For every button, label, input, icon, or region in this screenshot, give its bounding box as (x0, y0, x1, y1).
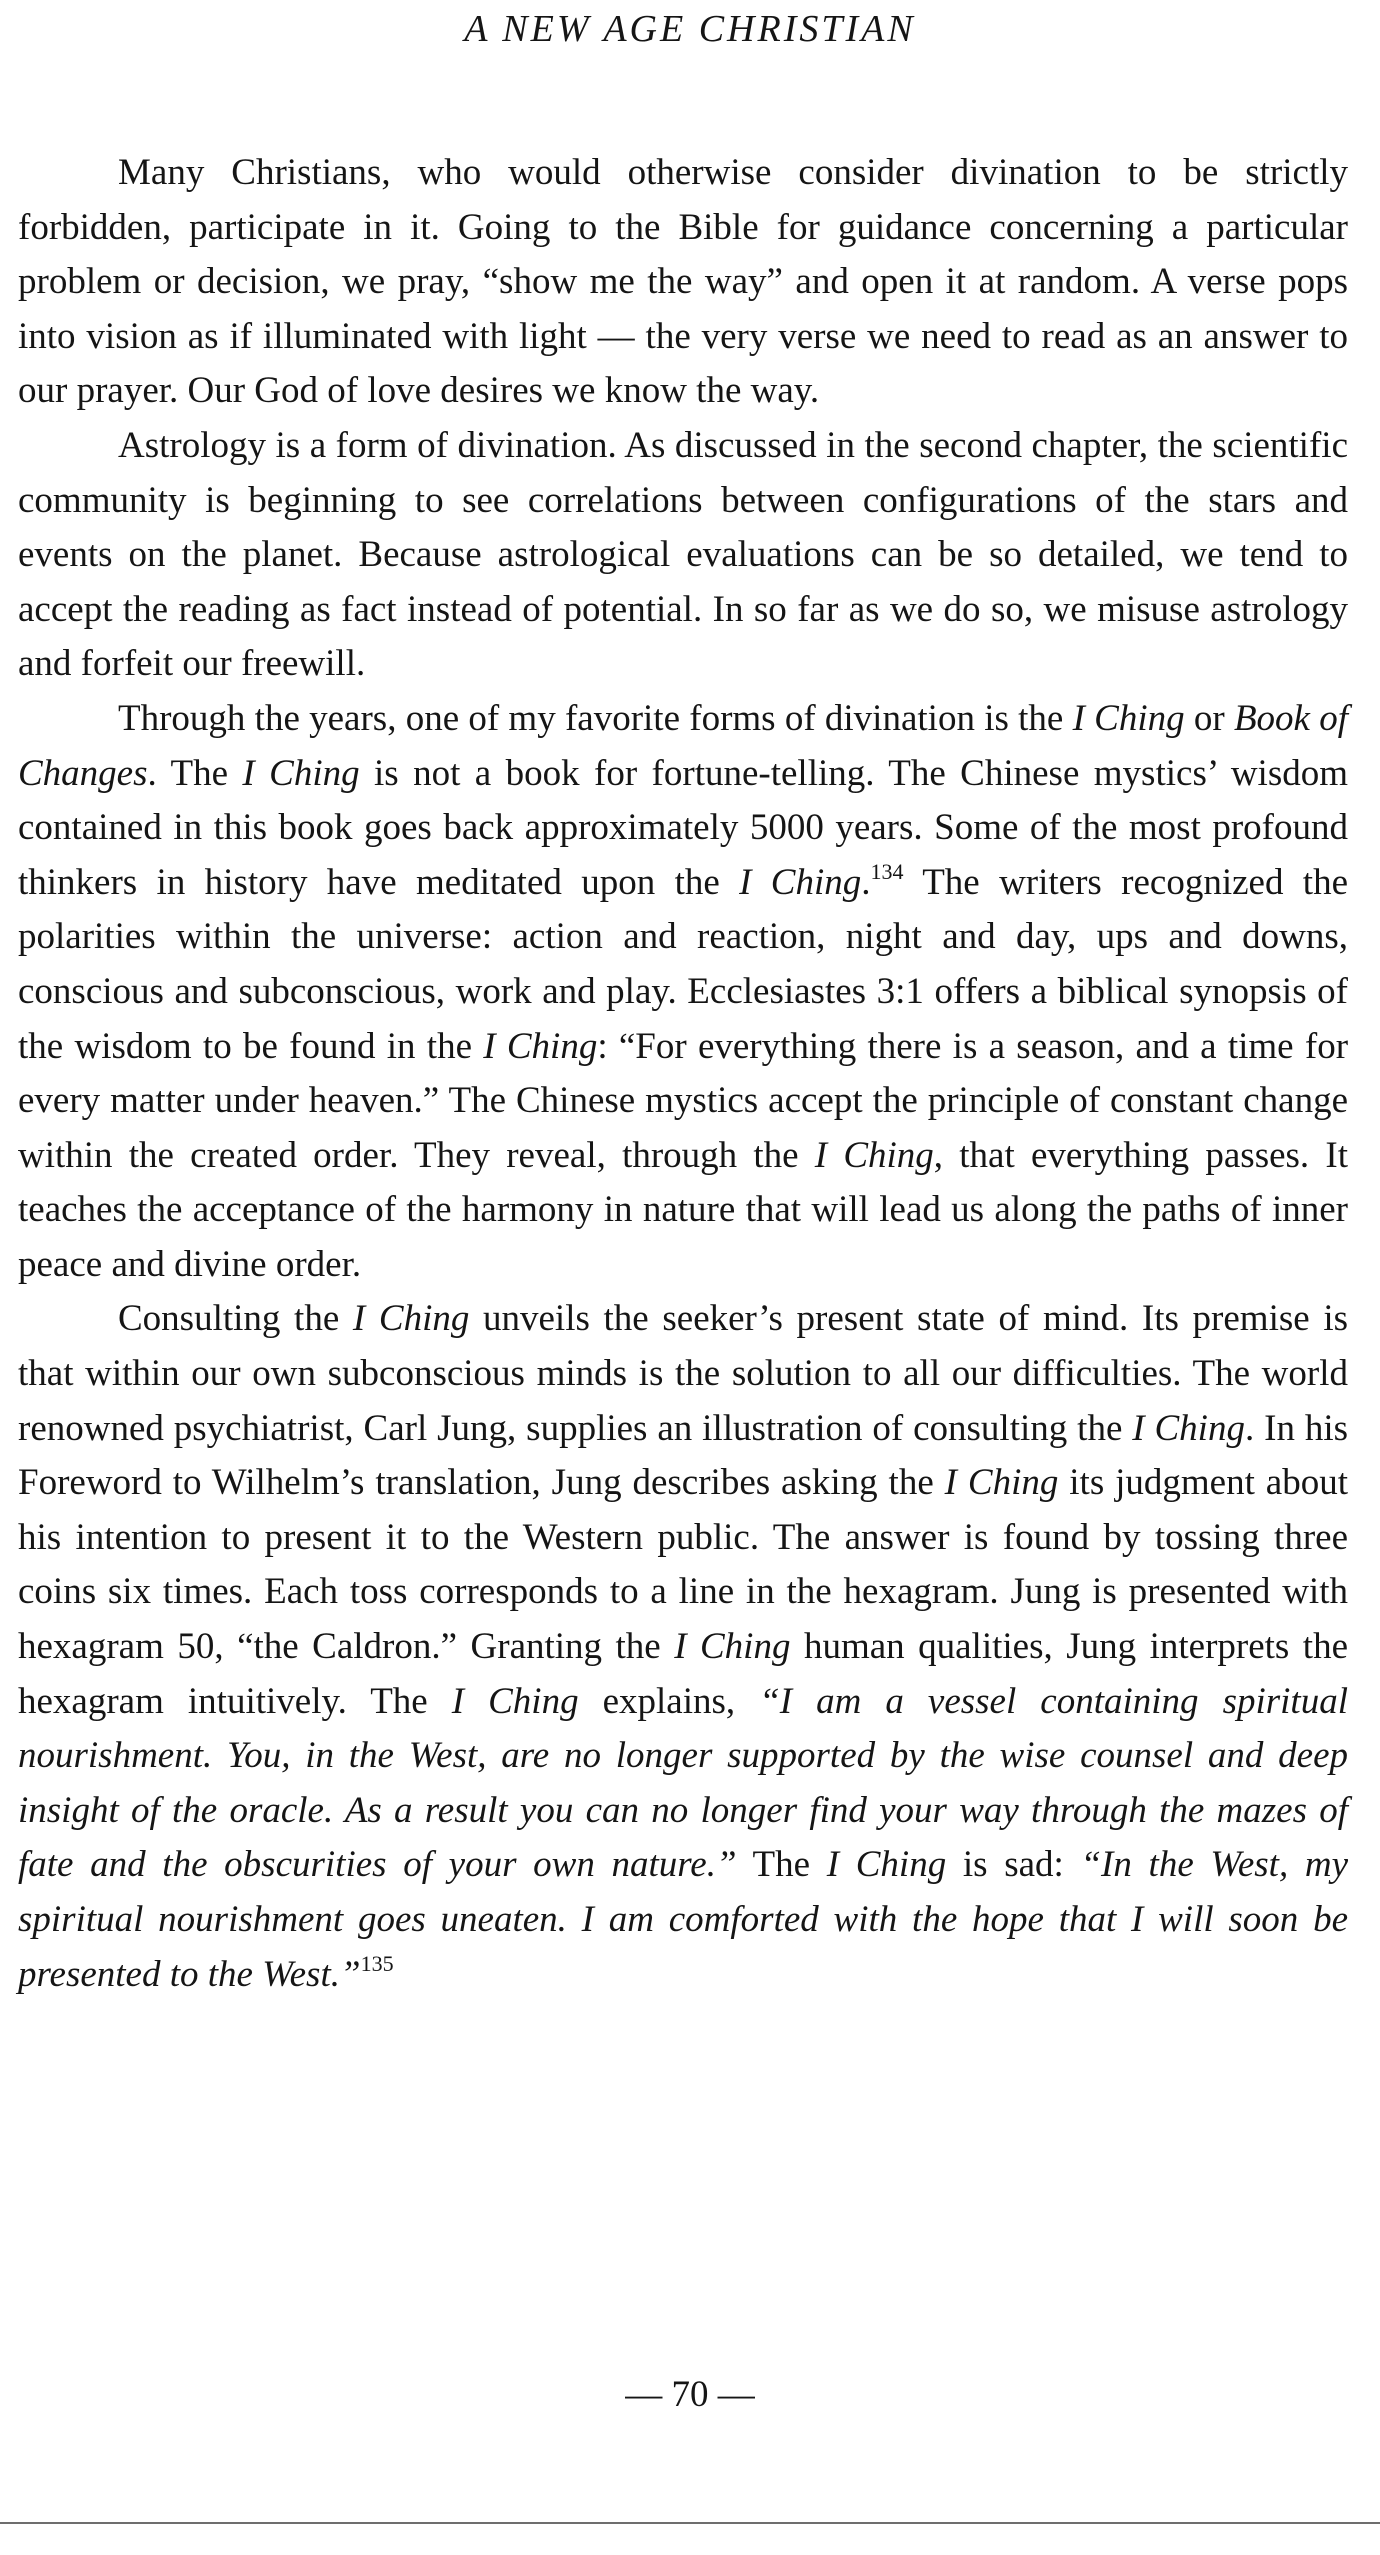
quotation: “In the West, my spiritual nourishment goes uneaten. I am comforted with the hope that I will soon be presented to the West.” (18, 1844, 1348, 1995)
text-run: Consulting the (118, 1298, 353, 1340)
book-title: I Ching (944, 1462, 1059, 1504)
body-text (18, 146, 1348, 2002)
book-title: Book of Changes (18, 697, 1348, 794)
paragraph (18, 1292, 1348, 2002)
book-title: I Ching (739, 861, 862, 903)
text-run: , that everything passes. It teaches the acceptance of the harmony in nature that will lead us along the paths of inner peace and divine order. (18, 1134, 1348, 1285)
book-title: I Ching (242, 752, 360, 794)
text-run: is sad: (946, 1844, 1081, 1886)
book-title: I Ching (1132, 1407, 1245, 1449)
text-run: explains, (578, 1680, 760, 1722)
text-run: or (1184, 697, 1234, 739)
text-run: The (736, 1844, 827, 1886)
book-title: I Ching (451, 1680, 579, 1722)
book-title: I Ching (352, 1298, 470, 1340)
text-run: . In his Foreword to Wilhelm’s translation, Jung describes asking the (18, 1407, 1349, 1504)
text-run: The writers recognized the polarities within the universe: action and reaction, night and day, ups and downs, conscious and subconscious, work and play. Ecclesiastes 3:1 offers a biblical synopsis of the wisdom to be found in the (18, 861, 1349, 1067)
text-run: its judgment about his intention to present it to the Western public. The answer is found by tossing three coins six times. Each toss corresponds to a line in the hexagram. Jung is presented with hexagram 50, “the Caldron.” Granting the (18, 1462, 1348, 1668)
book-title: I Ching (814, 1134, 934, 1176)
book-title: I Ching (826, 1844, 947, 1886)
book-title: I Ching (483, 1025, 598, 1067)
running-title: A NEW AGE CHRISTIAN (464, 8, 916, 50)
page-number: — 70 — (625, 2374, 755, 2415)
book-title: I Ching (674, 1626, 791, 1668)
text-run: unveils the seeker’s present state of mind. Its premise is that within our own subconscious minds is the solution to all our difficulties. The world renowned psychiatrist, Carl Jung, supplies an illustration of consulting the (18, 1298, 1349, 1449)
page-edge-divider (0, 2522, 1380, 2524)
text-run: Through the years, one of my favorite forms of divination is the (118, 697, 1073, 739)
paragraph: Many Christians, who would otherwise consider divination to be strictly forbidden, participate in it. Going to the Bible for guidance concerning a particular problem or decision, we pray, “show me the way” and open it at random. A verse pops into vision as if illuminated with light — the very verse we need to read as an answer to our prayer. Our God of love desires we know the way. (18, 152, 1348, 412)
text-run: . The (147, 752, 243, 794)
footnote-ref: 135 (360, 1950, 394, 1976)
paragraph: Astrology is a form of divination. As discussed in the second chapter, the scientific community is beginning to see correlations between configurations of the stars and events on the planet. Because astrological evaluations can be so detailed, we tend to accept the reading as fact instead of potential. In so far as we do so, we misuse astrology and forfeit our freewill. (18, 424, 1348, 685)
book-title: I Ching (1072, 697, 1185, 739)
paragraph (18, 692, 1348, 1293)
text-run: is not a book for fortune-telling. The Chinese mystics’ wisdom contained in this book goes back approximately 5000 years. Some of the most profound thinkers in history have meditated upon the (18, 752, 1348, 903)
text-run: . (861, 861, 871, 903)
footnote-ref: 134 (870, 858, 904, 884)
quotation: “I am a vessel containing spiritual nourishment. You, in the West, are no longer supported by the wise counsel and deep insight of the oracle. As a result you can no longer find your way through the mazes of fate and the obscurities of your own nature.” (18, 1680, 1348, 1886)
text-run: human qualities, Jung interprets the hexagram intuitively. The (18, 1626, 1348, 1722)
text-run: : “For everything there is a season, and a time for every matter under heaven.” The Chinese mystics accept the principle of constant change within the created order. They reveal, through the (18, 1025, 1349, 1176)
